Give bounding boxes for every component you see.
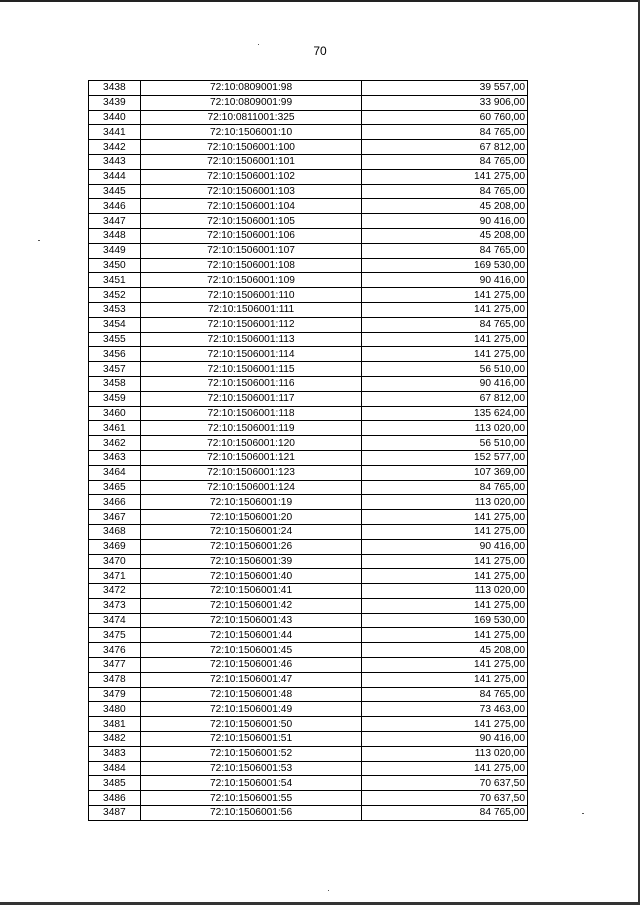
row-number-cell: 3458 — [89, 376, 141, 391]
page-edge-top — [0, 0, 640, 2]
cadastral-value-cell: 84 765,00 — [362, 480, 528, 495]
cadastral-number-cell: 72:10:1506001:111 — [140, 302, 362, 317]
row-number-cell: 3445 — [89, 184, 141, 199]
cadastral-value-cell: 45 208,00 — [362, 199, 528, 214]
row-number-cell: 3461 — [89, 421, 141, 436]
table-row — [89, 199, 528, 214]
cadastral-value-cell: 90 416,00 — [362, 376, 528, 391]
cadastral-value-cell: 141 275,00 — [362, 658, 528, 673]
cadastral-value-cell: 90 416,00 — [362, 273, 528, 288]
cadastral-number-cell: 72:10:1506001:44 — [140, 628, 362, 643]
cadastral-value-cell: 141 275,00 — [362, 169, 528, 184]
table-row — [89, 391, 528, 406]
row-number-cell: 3483 — [89, 746, 141, 761]
table-row — [89, 243, 528, 258]
cadastral-value-cell: 73 463,00 — [362, 702, 528, 717]
table-row — [89, 495, 528, 510]
row-number-cell: 3448 — [89, 228, 141, 243]
cadastral-number-cell: 72:10:1506001:101 — [140, 154, 362, 169]
cadastral-value-cell: 45 208,00 — [362, 643, 528, 658]
row-number-cell: 3453 — [89, 302, 141, 317]
row-number-cell: 3485 — [89, 776, 141, 791]
cadastral-value-cell: 141 275,00 — [362, 524, 528, 539]
cadastral-value-cell: 152 577,00 — [362, 450, 528, 465]
cadastral-number-cell: 72:10:1506001:118 — [140, 406, 362, 421]
cadastral-number-cell: 72:10:1506001:10 — [140, 125, 362, 140]
cadastral-value-cell: 70 637,50 — [362, 776, 528, 791]
cadastral-value-cell: 135 624,00 — [362, 406, 528, 421]
table-row — [89, 302, 528, 317]
row-number-cell: 3471 — [89, 569, 141, 584]
cadastral-value-cell: 113 020,00 — [362, 495, 528, 510]
cadastral-value-cell: 67 812,00 — [362, 391, 528, 406]
cadastral-number-cell: 72:10:1506001:26 — [140, 539, 362, 554]
cadastral-number-cell: 72:10:1506001:40 — [140, 569, 362, 584]
cadastral-value-cell: 84 765,00 — [362, 125, 528, 140]
row-number-cell: 3443 — [89, 154, 141, 169]
cadastral-number-cell: 72:10:1506001:42 — [140, 598, 362, 613]
cadastral-value-cell: 67 812,00 — [362, 140, 528, 155]
table-row — [89, 154, 528, 169]
row-number-cell: 3459 — [89, 391, 141, 406]
cadastral-value-cell: 141 275,00 — [362, 347, 528, 362]
table-row — [89, 746, 528, 761]
cadastral-value-cell: 70 637,50 — [362, 791, 528, 806]
row-number-cell: 3438 — [89, 81, 141, 96]
row-number-cell: 3450 — [89, 258, 141, 273]
cadastral-value-cell: 56 510,00 — [362, 436, 528, 451]
table-row — [89, 598, 528, 613]
cadastral-number-cell: 72:10:1506001:115 — [140, 362, 362, 377]
table-row — [89, 110, 528, 125]
row-number-cell: 3469 — [89, 539, 141, 554]
cadastral-value-cell: 169 530,00 — [362, 258, 528, 273]
cadastral-value-cell: 113 020,00 — [362, 746, 528, 761]
scan-speck — [582, 813, 584, 814]
cadastral-value-cell: 141 275,00 — [362, 332, 528, 347]
row-number-cell: 3470 — [89, 554, 141, 569]
table-row — [89, 450, 528, 465]
cadastral-value-cell: 141 275,00 — [362, 554, 528, 569]
cadastral-number-cell: 72:10:1506001:49 — [140, 702, 362, 717]
cadastral-number-cell: 72:10:1506001:39 — [140, 554, 362, 569]
row-number-cell: 3440 — [89, 110, 141, 125]
cadastral-value-cell: 141 275,00 — [362, 288, 528, 303]
cadastral-number-cell: 72:10:1506001:120 — [140, 436, 362, 451]
row-number-cell: 3487 — [89, 806, 141, 821]
row-number-cell: 3462 — [89, 436, 141, 451]
table-row — [89, 554, 528, 569]
table-row — [89, 288, 528, 303]
cadastral-number-cell: 72:10:1506001:123 — [140, 465, 362, 480]
table-row — [89, 436, 528, 451]
table-row — [89, 81, 528, 96]
table-row — [89, 465, 528, 480]
row-number-cell: 3473 — [89, 598, 141, 613]
cadastral-value-cell: 84 765,00 — [362, 184, 528, 199]
cadastral-value-cell: 113 020,00 — [362, 584, 528, 599]
cadastral-number-cell: 72:10:1506001:116 — [140, 376, 362, 391]
table-body — [89, 81, 528, 821]
table-row — [89, 569, 528, 584]
table-row — [89, 317, 528, 332]
scan-speck — [38, 240, 40, 241]
table-row — [89, 806, 528, 821]
row-number-cell: 3476 — [89, 643, 141, 658]
cadastral-number-cell: 72:10:0809001:98 — [140, 81, 362, 96]
cadastral-number-cell: 72:10:1506001:100 — [140, 140, 362, 155]
table-row — [89, 761, 528, 776]
cadastral-number-cell: 72:10:1506001:51 — [140, 732, 362, 747]
cadastral-number-cell: 72:10:1506001:124 — [140, 480, 362, 495]
cadastral-number-cell: 72:10:1506001:43 — [140, 613, 362, 628]
row-number-cell: 3479 — [89, 687, 141, 702]
cadastral-number-cell: 72:10:1506001:24 — [140, 524, 362, 539]
row-number-cell: 3466 — [89, 495, 141, 510]
cadastral-number-cell: 72:10:1506001:46 — [140, 658, 362, 673]
table-row — [89, 273, 528, 288]
table-row — [89, 584, 528, 599]
row-number-cell: 3465 — [89, 480, 141, 495]
row-number-cell: 3484 — [89, 761, 141, 776]
table-row — [89, 376, 528, 391]
cadastral-number-cell: 72:10:1506001:54 — [140, 776, 362, 791]
row-number-cell: 3452 — [89, 288, 141, 303]
row-number-cell: 3446 — [89, 199, 141, 214]
cadastral-number-cell: 72:10:1506001:112 — [140, 317, 362, 332]
cadastral-number-cell: 72:10:1506001:45 — [140, 643, 362, 658]
cadastral-value-cell: 84 765,00 — [362, 243, 528, 258]
cadastral-number-cell: 72:10:1506001:119 — [140, 421, 362, 436]
table-row — [89, 791, 528, 806]
cadastral-value-cell: 84 765,00 — [362, 806, 528, 821]
cadastral-number-cell: 72:10:1506001:47 — [140, 672, 362, 687]
cadastral-value-cell: 39 557,00 — [362, 81, 528, 96]
cadastral-value-cell: 169 530,00 — [362, 613, 528, 628]
cadastral-value-cell: 141 275,00 — [362, 598, 528, 613]
cadastral-number-cell: 72:10:1506001:55 — [140, 791, 362, 806]
cadastral-value-cell: 84 765,00 — [362, 154, 528, 169]
cadastral-number-cell: 72:10:1506001:53 — [140, 761, 362, 776]
row-number-cell: 3455 — [89, 332, 141, 347]
cadastral-number-cell: 72:10:1506001:106 — [140, 228, 362, 243]
row-number-cell: 3480 — [89, 702, 141, 717]
row-number-cell: 3468 — [89, 524, 141, 539]
cadastral-value-cell: 90 416,00 — [362, 214, 528, 229]
table-row — [89, 732, 528, 747]
row-number-cell: 3457 — [89, 362, 141, 377]
row-number-cell: 3444 — [89, 169, 141, 184]
row-number-cell: 3447 — [89, 214, 141, 229]
row-number-cell: 3481 — [89, 717, 141, 732]
cadastral-value-cell: 141 275,00 — [362, 761, 528, 776]
table-row — [89, 672, 528, 687]
table-row — [89, 332, 528, 347]
cadastral-number-cell: 72:10:1506001:20 — [140, 510, 362, 525]
cadastral-value-cell: 141 275,00 — [362, 628, 528, 643]
cadastral-value-cell: 56 510,00 — [362, 362, 528, 377]
table-row — [89, 717, 528, 732]
table-row — [89, 125, 528, 140]
cadastral-value-cell: 141 275,00 — [362, 672, 528, 687]
cadastral-value-cell: 141 275,00 — [362, 510, 528, 525]
cadastral-value-cell: 141 275,00 — [362, 569, 528, 584]
cadastral-number-cell: 72:10:1506001:104 — [140, 199, 362, 214]
cadastral-number-cell: 72:10:1506001:56 — [140, 806, 362, 821]
cadastral-value-table — [88, 80, 528, 821]
table-row — [89, 140, 528, 155]
cadastral-number-cell: 72:10:1506001:117 — [140, 391, 362, 406]
table-row — [89, 702, 528, 717]
table-row — [89, 510, 528, 525]
row-number-cell: 3472 — [89, 584, 141, 599]
cadastral-value-cell: 90 416,00 — [362, 732, 528, 747]
cadastral-number-cell: 72:10:1506001:103 — [140, 184, 362, 199]
table-row — [89, 658, 528, 673]
table-row — [89, 613, 528, 628]
table-row — [89, 643, 528, 658]
cadastral-number-cell: 72:10:1506001:107 — [140, 243, 362, 258]
cadastral-value-cell: 84 765,00 — [362, 317, 528, 332]
table-row — [89, 776, 528, 791]
row-number-cell: 3467 — [89, 510, 141, 525]
table-row — [89, 184, 528, 199]
cadastral-number-cell: 72:10:1506001:52 — [140, 746, 362, 761]
row-number-cell: 3463 — [89, 450, 141, 465]
page-number: 70 — [313, 44, 327, 58]
cadastral-number-cell: 72:10:1506001:109 — [140, 273, 362, 288]
cadastral-number-cell: 72:10:0811001:325 — [140, 110, 362, 125]
row-number-cell: 3486 — [89, 791, 141, 806]
cadastral-value-cell: 90 416,00 — [362, 539, 528, 554]
table-row — [89, 362, 528, 377]
row-number-cell: 3441 — [89, 125, 141, 140]
table-row — [89, 480, 528, 495]
table-row — [89, 687, 528, 702]
cadastral-value-cell: 113 020,00 — [362, 421, 528, 436]
cadastral-value-cell: 84 765,00 — [362, 687, 528, 702]
row-number-cell: 3449 — [89, 243, 141, 258]
table-row — [89, 258, 528, 273]
table-row — [89, 539, 528, 554]
table-row — [89, 95, 528, 110]
cadastral-number-cell: 72:10:1506001:48 — [140, 687, 362, 702]
table-row — [89, 347, 528, 362]
table-row — [89, 628, 528, 643]
cadastral-number-cell: 72:10:0809001:99 — [140, 95, 362, 110]
row-number-cell: 3451 — [89, 273, 141, 288]
cadastral-value-cell: 141 275,00 — [362, 302, 528, 317]
row-number-cell: 3475 — [89, 628, 141, 643]
row-number-cell: 3460 — [89, 406, 141, 421]
scan-speck — [328, 890, 329, 891]
row-number-cell: 3477 — [89, 658, 141, 673]
row-number-cell: 3442 — [89, 140, 141, 155]
cadastral-value-cell: 33 906,00 — [362, 95, 528, 110]
cadastral-number-cell: 72:10:1506001:110 — [140, 288, 362, 303]
cadastral-number-cell: 72:10:1506001:114 — [140, 347, 362, 362]
row-number-cell: 3439 — [89, 95, 141, 110]
row-number-cell: 3454 — [89, 317, 141, 332]
table-row — [89, 214, 528, 229]
cadastral-number-cell: 72:10:1506001:19 — [140, 495, 362, 510]
cadastral-value-cell: 60 760,00 — [362, 110, 528, 125]
table-row — [89, 406, 528, 421]
cadastral-number-cell: 72:10:1506001:50 — [140, 717, 362, 732]
row-number-cell: 3474 — [89, 613, 141, 628]
row-number-cell: 3478 — [89, 672, 141, 687]
table-row — [89, 169, 528, 184]
row-number-cell: 3456 — [89, 347, 141, 362]
cadastral-number-cell: 72:10:1506001:121 — [140, 450, 362, 465]
row-number-cell: 3482 — [89, 732, 141, 747]
cadastral-number-cell: 72:10:1506001:102 — [140, 169, 362, 184]
row-number-cell: 3464 — [89, 465, 141, 480]
cadastral-number-cell: 72:10:1506001:105 — [140, 214, 362, 229]
table-row — [89, 421, 528, 436]
cadastral-number-cell: 72:10:1506001:108 — [140, 258, 362, 273]
cadastral-value-cell: 107 369,00 — [362, 465, 528, 480]
cadastral-value-cell: 45 208,00 — [362, 228, 528, 243]
cadastral-number-cell: 72:10:1506001:113 — [140, 332, 362, 347]
cadastral-number-cell: 72:10:1506001:41 — [140, 584, 362, 599]
cadastral-value-cell: 141 275,00 — [362, 717, 528, 732]
table-row — [89, 524, 528, 539]
table-row — [89, 228, 528, 243]
